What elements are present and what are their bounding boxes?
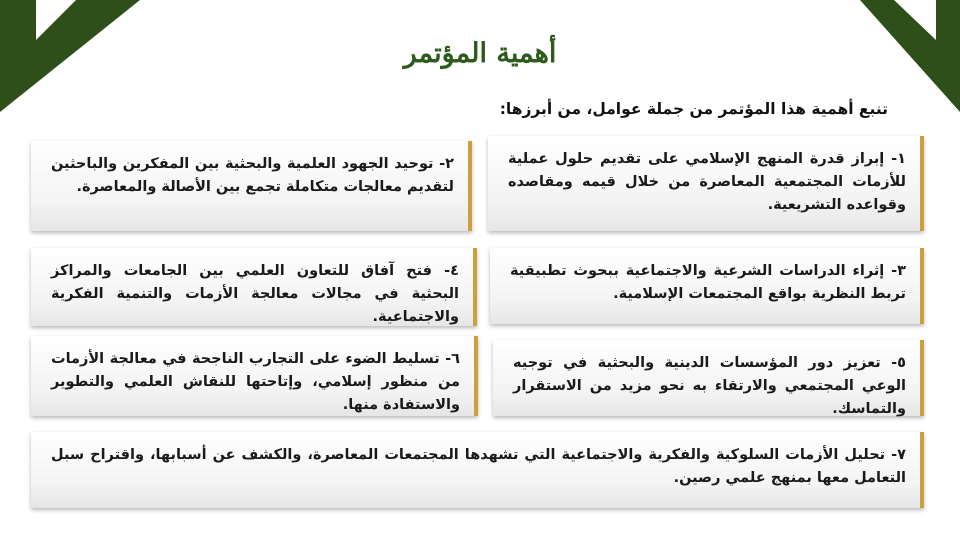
point-text-5: ٥- تعزيز دور المؤسسات الدينية والبحثية في توجيه الوعي المجتمعي والارتقاء به نحو مزيد من الاستقرار والتماسك. <box>513 355 906 417</box>
point-text-4: ٤- فتح آفاق للتعاون العلمي بين الجامعات والمراكز البحثية في مجالات معالجة الأزمات والتنمية الفكرية والاجتماعية. <box>51 263 459 325</box>
intro-text: تنبع أهمية هذا المؤتمر من جملة عوامل، من أبرزها: <box>499 100 888 118</box>
point-text-6: ٦- تسليط الضوء على التجارب الناجحة في معالجة الأزمات من منظور إسلامي، وإتاحتها للنقاش العلمي والتطوير والاستفادة منها. <box>51 351 460 413</box>
point-card-4 <box>31 248 477 326</box>
slide-title: أهمية المؤتمر <box>403 38 557 69</box>
point-card-2 <box>31 141 472 231</box>
point-text-2: ٢- توحيد الجهود العلمية والبحثية بين المفكرين والباحثين لتقديم معالجات متكاملة تجمع بين الأصالة والمعاصرة. <box>51 156 454 195</box>
point-card-3 <box>490 248 924 324</box>
point-text-3: ٣- إثراء الدراسات الشرعية والاجتماعية ببحوث تطبيقية تربط النظرية بواقع المجتمعات الإسلامية. <box>510 263 906 302</box>
point-card-1 <box>488 136 924 231</box>
point-card-6 <box>31 336 478 416</box>
point-text-1: ١- إبراز قدرة المنهج الإسلامي على تقديم حلول عملية للأزمات المجتمعية المعاصرة من خلال قيمه ومقاصده وقواعده التشريعية. <box>508 151 906 213</box>
point-card-7 <box>31 432 924 508</box>
point-text-7: ٧- تحليل الأزمات السلوكية والفكرية والاجتماعية التي تشهدها المجتمعات المعاصرة، والكشف عن أسبابها، واقتراح سبل التعامل معها بمنهج علمي رصين. <box>51 447 906 486</box>
point-card-5 <box>493 340 924 416</box>
